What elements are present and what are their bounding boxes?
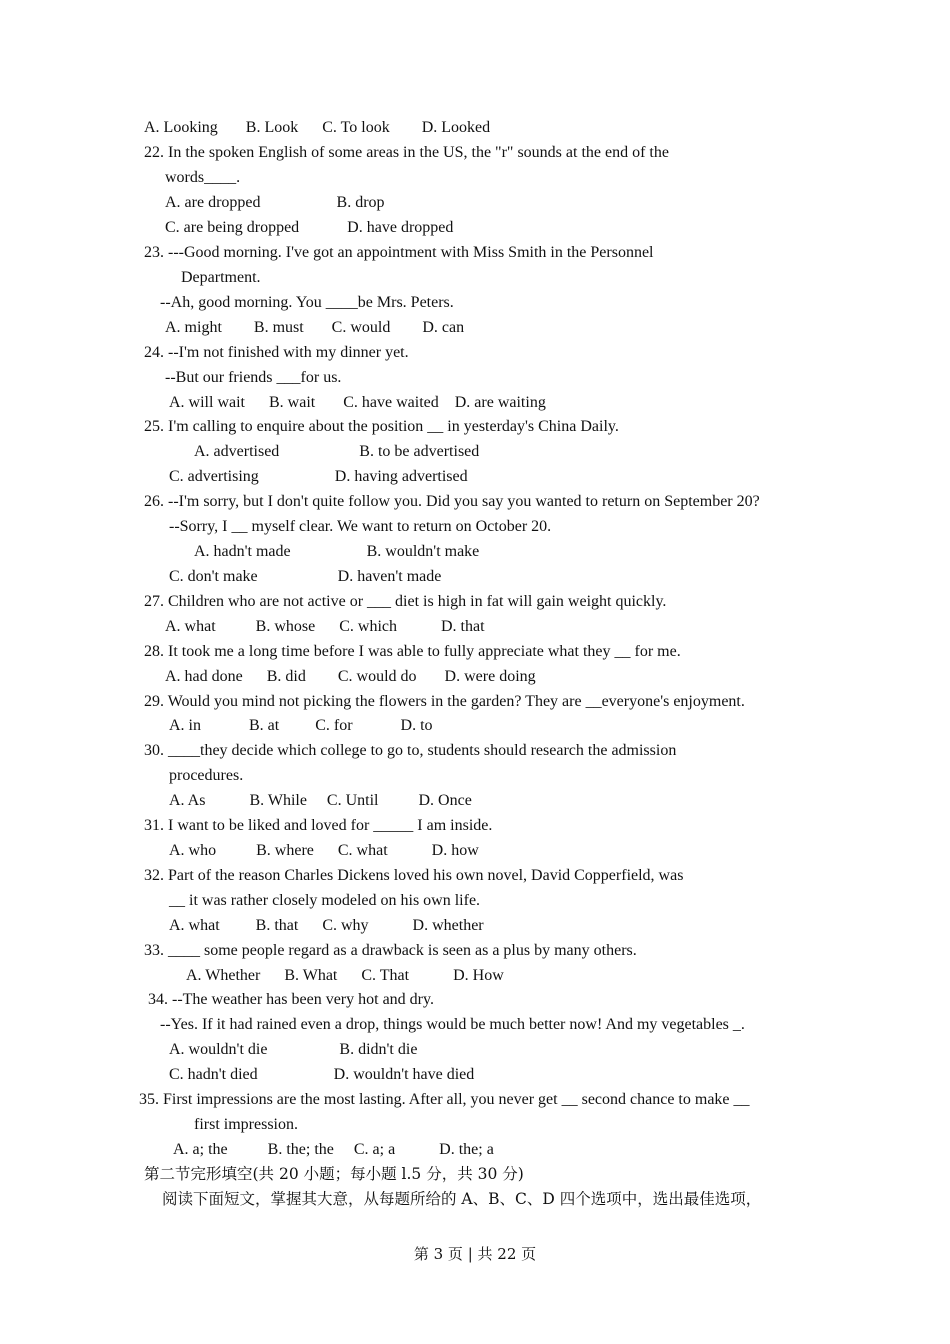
q31-stem: 31. I want to be liked and loved for _____ I am inside. — [144, 817, 493, 834]
q26-options-2: C. don't make D. haven't made — [169, 568, 442, 585]
q22-options-2: C. are being dropped D. have dropped — [165, 219, 454, 236]
q30-options: A. As B. While C. Until D. Once — [169, 792, 472, 809]
q22-options-1: A. are dropped B. drop — [165, 194, 385, 211]
q33-stem: 33. ____ some people regard as a drawback is seen as a plus by many others. — [144, 942, 637, 959]
q30-stem: 30. ____they decide which college to go to, students should research the admission — [144, 742, 677, 759]
q24-options: A. will wait B. wait C. have waited D. are waiting — [169, 394, 546, 411]
q21-options: A. Looking B. Look C. To look D. Looked — [144, 119, 491, 136]
q24-reply: --But our friends ___for us. — [165, 369, 342, 386]
q23-options: A. might B. must C. would D. can — [165, 319, 465, 336]
q32-stem-cont: __ it was rather closely modeled on his own life. — [169, 892, 481, 909]
q24-stem: 24. --I'm not finished with my dinner yet. — [144, 344, 409, 361]
q23-stem-cont: Department. — [181, 269, 261, 286]
q32-options: A. what B. that C. why D. whether — [169, 917, 484, 934]
q35-stem-cont: first impression. — [194, 1116, 298, 1133]
q28-options: A. had done B. did C. would do D. were doing — [165, 668, 536, 685]
q22-stem-cont: words____. — [165, 169, 241, 186]
q34-reply: --Yes. If it had rained even a drop, things would be much better now! And my vegetables _. — [160, 1016, 745, 1033]
q23-reply: --Ah, good morning. You ____be Mrs. Peters. — [160, 294, 454, 311]
q33-options: A. Whether B. What C. That D. How — [186, 967, 504, 984]
q25-stem: 25. I'm calling to enquire about the position __ in yesterday's China Daily. — [144, 418, 619, 435]
q22-stem: 22. In the spoken English of some areas in the US, the "r" sounds at the end of the — [144, 144, 669, 161]
q27-stem: 27. Children who are not active or ___ diet is high in fat will gain weight quickly. — [144, 593, 667, 610]
section-heading: 第二节完形填空(共 20 小题；每小题 l.5 分，共 30 分) — [144, 1165, 524, 1183]
q32-stem: 32. Part of the reason Charles Dickens loved his own novel, David Copperfield, was — [144, 867, 684, 884]
q27-options: A. what B. whose C. which D. that — [165, 618, 485, 635]
page-footer: 第 3 页 | 共 22 页 — [413, 1245, 537, 1263]
q34-stem: 34. --The weather has been very hot and dry. — [148, 991, 434, 1008]
q30-stem-cont: procedures. — [169, 767, 244, 784]
q25-options-2: C. advertising D. having advertised — [169, 468, 468, 485]
q26-reply: --Sorry, I __ myself clear. We want to return on October 20. — [169, 518, 552, 535]
q35-stem: 35. First impressions are the most lasting. After all, you never get __ second chance to make __ — [139, 1091, 750, 1108]
q31-options: A. who B. where C. what D. how — [169, 842, 479, 859]
q26-stem: 26. --I'm sorry, but I don't quite follow you. Did you say you wanted to return on September 20? — [144, 493, 760, 510]
q23-stem: 23. ---Good morning. I've got an appointment with Miss Smith in the Personnel — [144, 244, 654, 261]
q35-options: A. a; the B. the; the C. a; a D. the; a — [173, 1141, 494, 1158]
q34-options-2: C. hadn't died D. wouldn't have died — [169, 1066, 475, 1083]
q29-options: A. in B. at C. for D. to — [169, 717, 433, 734]
q26-options-1: A. hadn't made B. wouldn't make — [194, 543, 480, 560]
section-instructions: 阅读下面短文，掌握其大意，从每题所给的 A、B、C、D 四个选项中，选出最佳选项， — [162, 1190, 762, 1208]
q29-stem: 29. Would you mind not picking the flowers in the garden? They are __everyone's enjoyment. — [144, 693, 745, 710]
q34-options-1: A. wouldn't die B. didn't die — [169, 1041, 418, 1058]
q28-stem: 28. It took me a long time before I was able to fully appreciate what they __ for me. — [144, 643, 681, 660]
q25-options-1: A. advertised B. to be advertised — [194, 443, 480, 460]
